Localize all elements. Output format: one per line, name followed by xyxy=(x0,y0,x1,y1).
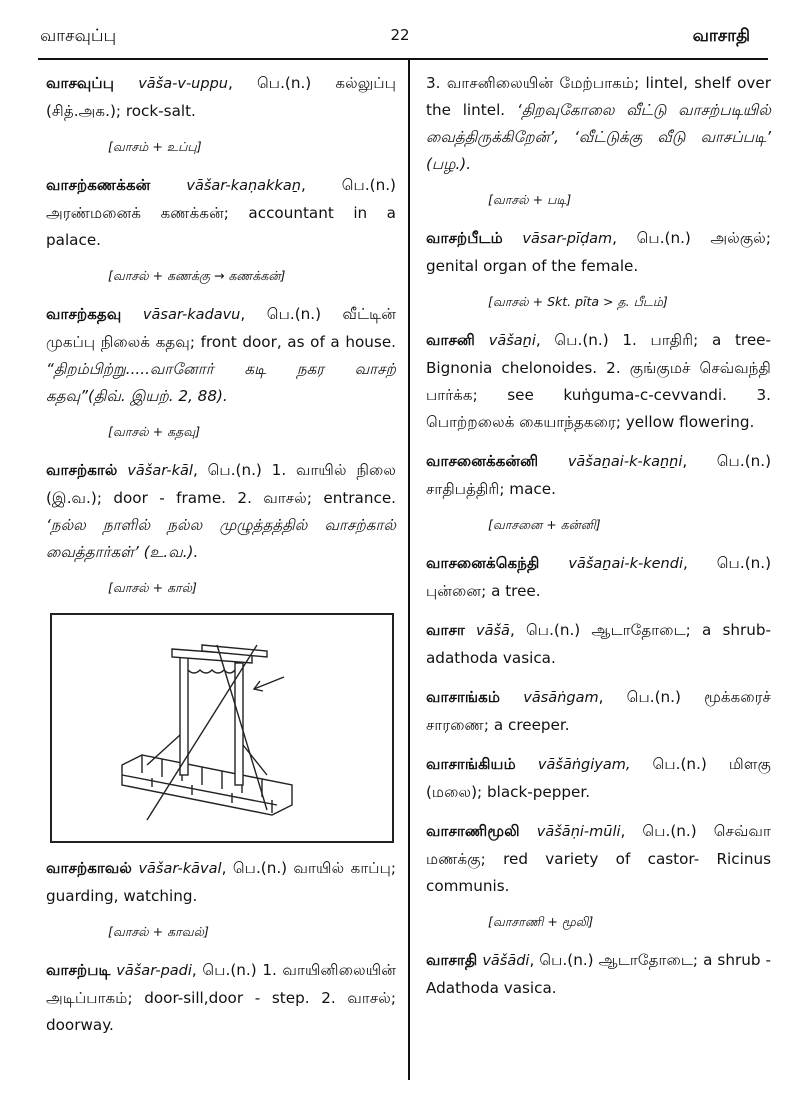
entry-headword: வாசற்காவல் xyxy=(46,859,133,877)
entry-definition: , பெ.(n.) கல்லுப்பு (சித்.அக.); rock-salt. xyxy=(46,74,396,120)
entry-quotation: “திறம்பிற்று.....வானோர் கடி நகர வாசற் கதவு”(திவ். இயற். 2, 88). xyxy=(46,360,396,405)
door-frame-illustration xyxy=(50,613,394,843)
entry-etymology: [வாசனை + கன்னி] xyxy=(488,517,601,532)
dictionary-entry xyxy=(426,550,771,605)
header-guide-word-right: வாசாதி xyxy=(692,26,750,46)
entry-headword: வாசனைக்கெந்தி xyxy=(426,554,540,572)
entry-etymology: [வாசாணி + மூலி] xyxy=(488,914,594,929)
entry-transliteration: vāšaṉai-k-kaṉṉi xyxy=(567,454,683,470)
entry-definition: , பெ.(n.) ஆடாதோடை; a shrub-adathoda vasica. xyxy=(426,621,771,667)
dictionary-entry xyxy=(46,957,396,1039)
entry-transliteration: vāšaṉi xyxy=(488,333,536,349)
entry-definition: , பெ.(n.) ஆடாதோடை; a shrub - Adathoda vasica. xyxy=(426,951,771,997)
entry-transliteration: vāšar-kāl xyxy=(127,463,193,479)
entry-transliteration: vāšar-padi xyxy=(116,963,192,979)
entry-transliteration: vāša-v-uppu xyxy=(138,76,228,92)
dictionary-entry xyxy=(46,457,396,566)
door-frame-drawing xyxy=(52,615,392,841)
entry-definition: , பெ.(n.) புன்னை; a tree. xyxy=(426,554,771,600)
entry-headword: வாசற்கணக்கன் xyxy=(46,176,151,194)
header-rule xyxy=(38,58,768,60)
page-number: 22 xyxy=(390,26,410,44)
dictionary-entry xyxy=(426,448,771,503)
entry-definition: , பெ.(n.) அல்குல்; genital organ of the female. xyxy=(426,229,772,275)
entry-transliteration: vāsāṅgam xyxy=(523,690,599,706)
entry-headword: வாசாங்கம் xyxy=(426,688,501,706)
entry-transliteration: vāsar-pīḍam xyxy=(522,231,613,247)
dictionary-entry xyxy=(46,70,396,125)
entry-definition: , பெ.(n.) அரண்மனைக் கணக்கன்; accountant in a palace. xyxy=(46,176,396,249)
entry-headword: வாசனைக்கன்னி xyxy=(426,452,539,470)
left-column xyxy=(46,70,396,1039)
entry-etymology: [வாசல் + Skt. pīta > த. பீடம்] xyxy=(488,294,668,309)
entry-headword: வாசற்கால் xyxy=(46,461,118,479)
entry-transliteration: vāšā xyxy=(476,623,510,639)
entry-transliteration: vāsar-kadavu xyxy=(142,307,241,323)
entry-headword: வாசற்பீடம் xyxy=(426,229,503,247)
entry-definition: பெ.(n.) மிளகு (மலை); black-pepper. xyxy=(426,755,771,801)
right-column xyxy=(426,70,771,1002)
entry-transliteration: vāšāṅgiyam, xyxy=(537,757,631,773)
entry-quotation: ‘நல்ல நாளில் நல்ல முழுத்தத்தில் வாசற்கால் வைத்தார்கள்’ (உ.வ.). xyxy=(46,516,396,561)
dictionary-entry xyxy=(46,855,396,910)
entry-definition: , பெ.(n.) சாதிபத்திரி; mace. xyxy=(426,452,771,498)
dictionary-entry xyxy=(426,751,771,806)
entry-headword: வாசாதி xyxy=(426,951,478,969)
entry-etymology: [வாசல் + கதவு] xyxy=(108,424,201,439)
entry-headword: வாசனி xyxy=(426,331,476,349)
dictionary-entry xyxy=(426,327,771,436)
header-guide-word-left: வாசவுப்பு xyxy=(40,26,117,46)
entry-definition: , பெ.(n.) 1. வாயில் நிலை (இ.வ.); door - frame. 2. வாசல்; entrance. xyxy=(46,461,397,507)
page-header xyxy=(0,26,800,54)
entry-definition: , பெ.(n.) 1. பாதிரி; a tree- Bignonia chelonoides. 2. குங்குமச் செவ்வந்தி பார்க்க; see kuṅguma-c-cevvandi. 3. பொற்றலைக் கையாந்தகரை; yellow flowering. xyxy=(426,331,772,431)
dictionary-entry xyxy=(46,301,396,410)
entry-definition: , பெ.(n.) வீட்டின் முகப்பு நிலைக் கதவு; front door, as of a house. xyxy=(46,305,396,351)
dictionary-entry xyxy=(426,684,771,739)
entry-transliteration: vāšāṇi-mūli xyxy=(536,824,621,840)
entry-definition: , பெ.(n.) செவ்வா மணக்கு; red variety of castor- Ricinus communis. xyxy=(426,822,771,895)
entry-etymology: [வாசல் + கணக்கு → கணக்கன்] xyxy=(108,268,286,283)
entry-definition: , பெ.(n.) வாயில் காப்பு; guarding, watching. xyxy=(46,859,397,905)
entry-definition: , பெ.(n.) மூக்கரைச் சாரணை; a creeper. xyxy=(426,688,771,734)
entry-headword: வாசாணிமூலி xyxy=(426,822,520,840)
entry-quotation: ‘திறவுகோலை வீட்டு வாசற்படியில் வைத்திருக்கிறேன்’, ‘வீட்டுக்கு வீடு வாசப்படி’ (பழ.). xyxy=(426,101,771,173)
entry-transliteration: vāšādi xyxy=(482,953,530,969)
entry-transliteration: vāšar-kāval xyxy=(138,861,222,877)
entry-etymology: [வாசம் + உப்பு] xyxy=(108,139,202,154)
entry-headword: வாசாங்கியம் xyxy=(426,755,516,773)
dictionary-entry xyxy=(426,225,771,280)
entry-etymology: [வாசல் + காவல்] xyxy=(108,924,209,939)
dictionary-entry xyxy=(426,818,771,900)
entry-headword: வாசற்கதவு xyxy=(46,305,122,323)
dictionary-entry xyxy=(426,617,771,672)
dictionary-entry-continued xyxy=(426,70,771,178)
entry-headword: வாசற்படி xyxy=(46,961,111,979)
entry-transliteration: vāšar-kaṇakkaṉ xyxy=(186,178,301,194)
entry-transliteration: vāšaṉai-k-kendi xyxy=(568,556,683,572)
dictionary-entry xyxy=(426,947,771,1002)
dictionary-entry xyxy=(46,172,396,254)
entry-headword: வாசவுப்பு xyxy=(46,74,115,92)
entry-definition: , பெ.(n.) 1. வாயினிலையின் அடிப்பாகம்; door-sill,door - step. 2. வாசல்; doorway. xyxy=(46,961,397,1034)
entry-headword: வாசா xyxy=(426,621,465,639)
entry-etymology: [வாசல் + கால்] xyxy=(108,580,197,595)
entry-definition: 3. வாசனிலையின் மேற்பாகம்; lintel, shelf over the lintel. xyxy=(426,74,771,119)
entry-etymology: [வாசல் + படி] xyxy=(488,192,572,207)
column-divider xyxy=(408,60,410,1080)
